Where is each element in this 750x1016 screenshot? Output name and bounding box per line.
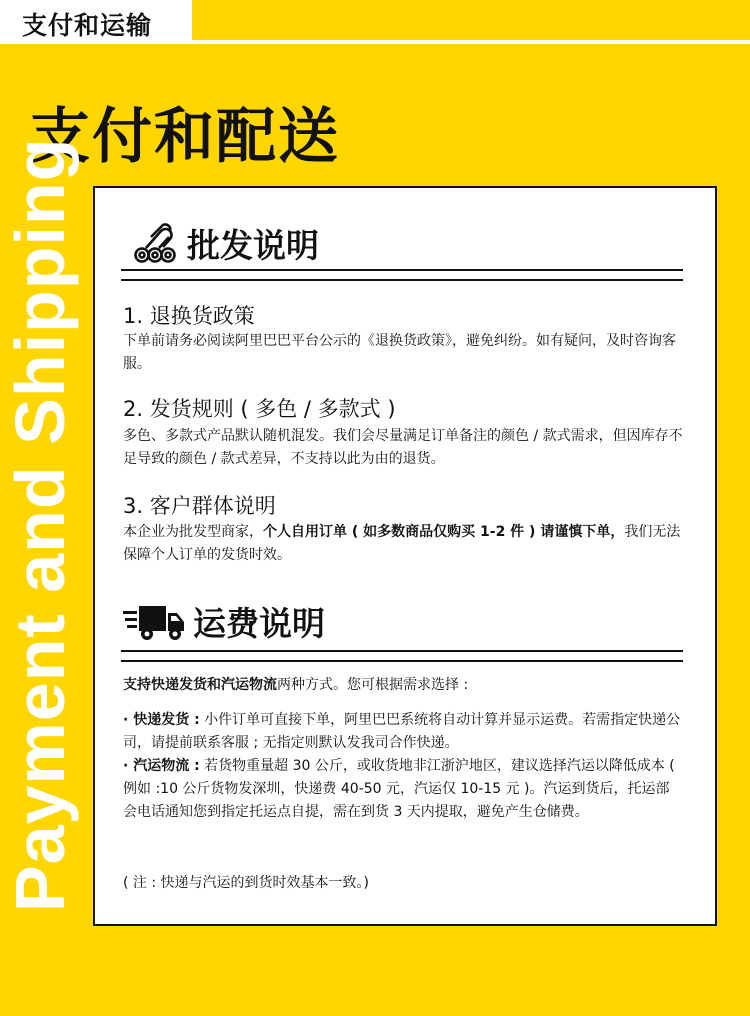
shipping-note: ( 注 : 快递与汽运的到货时效基本一致。) bbox=[123, 875, 369, 891]
intro-a: 支持 bbox=[123, 677, 151, 693]
top-tab-label: 支付和运输 bbox=[22, 11, 153, 40]
wholesale-heading-text: 批发说明 bbox=[187, 226, 319, 265]
shipping-divider bbox=[121, 650, 683, 662]
freight-paragraph bbox=[123, 755, 683, 824]
policy-title: 1. 退换货政策 bbox=[123, 304, 255, 328]
express-text: 小件订单可直接下单，阿里巴巴系统将自动计算并显示运费。若需指定快递公司，请提前联系客服 ; 无指定则默认发我司合作快递。 bbox=[123, 712, 681, 751]
intro-d: 两种方式。您可根据需求选择 : bbox=[277, 677, 469, 693]
page-title: 支付和配送 bbox=[30, 102, 340, 172]
freight-label: · 汽运物流 : bbox=[123, 758, 200, 774]
intro-express: 快递发货 bbox=[151, 677, 207, 693]
shipping-rule-title: 2. 发货规则 ( 多色 / 多款式 ) bbox=[123, 397, 396, 421]
customer-text bbox=[123, 521, 683, 567]
top-tab bbox=[0, 0, 192, 44]
shipping-rule-text: 多色、多款式产品默认随机混发。我们会尽量满足订单备注的颜色 / 款式需求，但因库存不足导致的颜色 / 款式差异，不支持以此为由的退货。 bbox=[123, 428, 683, 467]
policy-text: 下单前请务必阅读阿里巴巴平台公示的《退换货政策》，避免纠纷。如有疑问，及时咨询客服。 bbox=[123, 333, 676, 372]
express-paragraph bbox=[123, 709, 683, 755]
info-card bbox=[93, 186, 717, 926]
customer-title: 3. 客户群体说明 bbox=[123, 494, 276, 518]
shipping-heading bbox=[123, 598, 325, 645]
coin-rolls-icon bbox=[133, 222, 179, 266]
wholesale-heading bbox=[133, 220, 319, 267]
vertical-banner-text: Payment and Shipping bbox=[1, 137, 79, 912]
shipping-intro bbox=[123, 674, 683, 697]
shipping-heading-text: 运费说明 bbox=[193, 604, 325, 643]
freight-text: 若货物重量超 30 公斤，或收货地非江浙沪地区，建议选择汽运以降低成本 ( 例如 :10 公斤货物发深圳，快递费 40-50 元，汽运仅 10-15 元 )。汽运到货后，托运部会电话通知您到指定托运点自提，需在到货 3 天内提取，避免产生仓储费。 bbox=[123, 758, 675, 820]
customer-text-a: 本企业为批发型商家， bbox=[123, 524, 263, 540]
customer-text-bold: 个人自用订单 ( 如多数商品仅购买 1-2 件 ) 请谨慎下单， bbox=[263, 524, 625, 540]
express-label: · 快递发货 : bbox=[123, 712, 200, 728]
top-divider bbox=[192, 40, 750, 44]
wholesale-divider bbox=[121, 269, 683, 281]
intro-and: 和 bbox=[207, 677, 221, 693]
delivery-truck-icon bbox=[123, 601, 185, 643]
intro-freight: 汽运物流 bbox=[221, 677, 277, 693]
customer-text-b: 我们无法保障个人订单的发货时效。 bbox=[123, 524, 681, 563]
